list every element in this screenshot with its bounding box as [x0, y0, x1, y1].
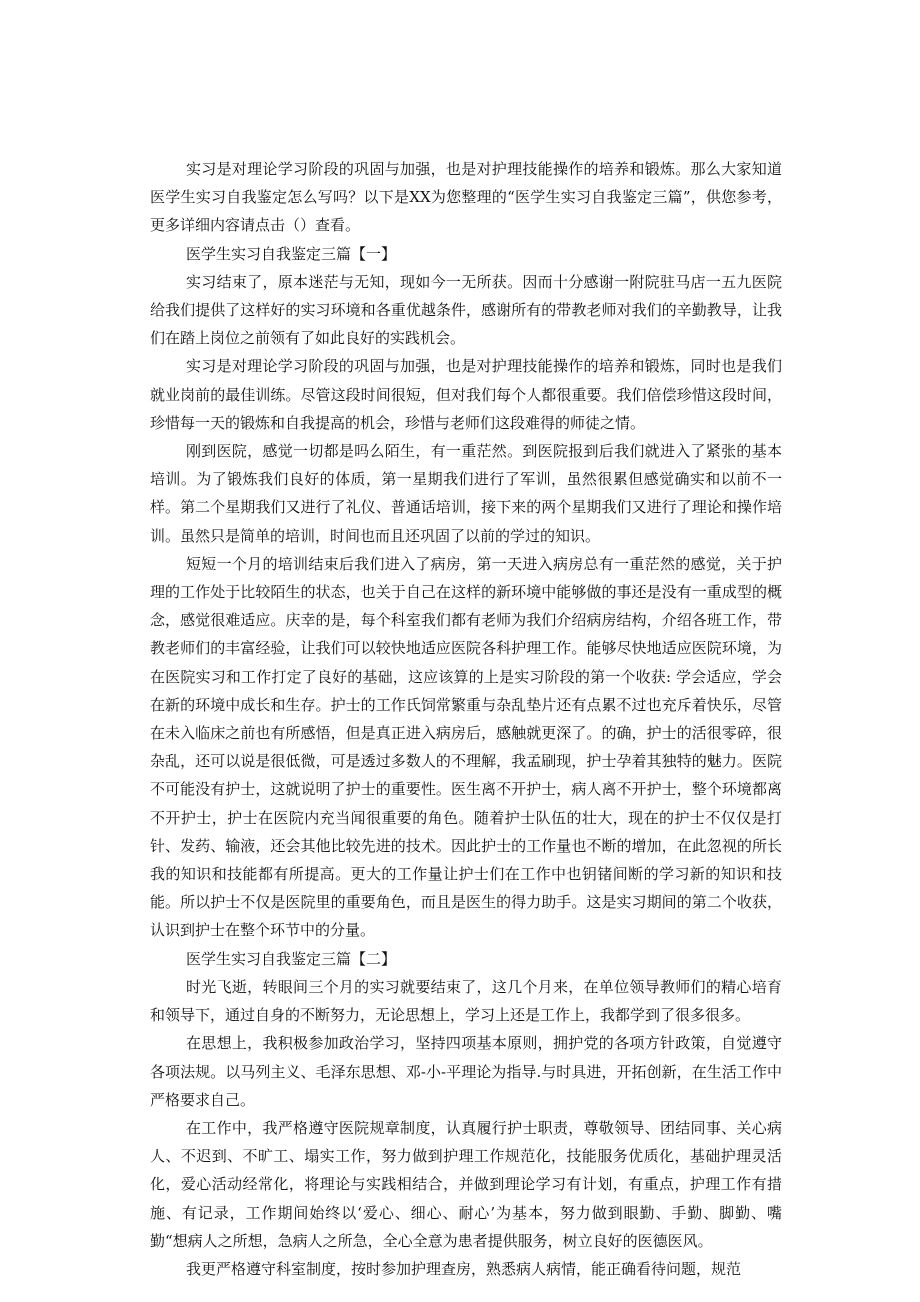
body-paragraph: 实习结束了，原本迷茫与无知，现如今一无所获。因而十分感谢一附院驻马店一五九医院给我们提供了这样好的实习环境和各重优越条件，感谢所有的带教老师对我们的辛勤教导，让我们在踏上岗位之前领有了如此良好的实践机会。 [150, 272, 782, 348]
section-heading-2: 医学生实习自我鉴定三篇【二】 [186, 949, 397, 968]
body-paragraph: 实习是对理论学习阶段的巩固与加强，也是对护理技能操作的培养和锻炼，同时也是我们就业岗前的最佳训练。尽管这段时间很短，但对我们每个人都很重要。我们倍偿珍惜这段时间，珍惜每一天的锻炼和自我提高的机会，珍惜与老师们这段难得的师徒之情。 [150, 357, 782, 432]
body-paragraph: 短短一个月的培训结束后我们进入了病房，第一天进入病房总有一重茫然的感觉，关于护理的工作处于比较陌生的状态，也关于自己在这样的新环境中能够做的事还是没有一重成型的概念，感觉很难适应。庆幸的是，每个科室我们都有老师为我们介绍病房结构，介绍各班工作，带教老师们的丰富经验，让我们可以较快地适应医院各科护理工作。能够尽快地适应医院环境，为在医院实习和工作打定了良好的基础，这应该算的上是实习阶段的第一个收获: 学会适应，学会在新的环境中成长和生存。护士的工作氏饲常繁重与杂乱垫片还有点累不过也充斥着快乐，尽管在未入临床之前也有所感悟，但是真正进入病房后，感触就更深了。的确，护士的活很零碎，很杂乱，还可以说是很低微，可是透过多数人的不理解，我孟刷现，护士孕着其独特的魅力。医院不可能没有护士，这就说明了护士的重要性。医生离不开护士，病人离不开护士，整个环境都离不开护士，护士在医院内充当闻很重要的角色。随着护士队伍的壮大，现在的护士不仅仅是打针、发药、输液，还会其他比较先进的技术。因此护士的工作量也不断的增加，在此忽视的所长我的知识和技能都有所提高。更大的工作量让护士们在工作中也钥锗间断的学习新的知识和技能。所以护士不仅是医院里的重要角色，而且是医生的得力助手。这是实习期间的第二个收获，认识到护士在整个环节中的分量。 [150, 554, 782, 940]
intro-paragraph: 实习是对理论学习阶段的巩固与加强，也是对护理技能操作的培养和锻炼。那么大家知道医学生实习自我鉴定怎么写吗？以下是XX为您整理的“医学生实习自我鉴定三篇”，供您参考，更多详细内容请点击（）查看。 [150, 160, 782, 235]
section-heading-1: 医学生实习自我鉴定三篇【一】 [186, 244, 397, 263]
body-paragraph: 时光飞逝，转眼间三个月的实习就要结束了，这几个月来，在单位领导教师们的精心培育和领导下，通过自身的不断努力，无论思想上，学习上还是工作上，我都学到了很多很多。 [150, 977, 782, 1025]
body-paragraph: 我更严格遵守科室制度，按时参加护理查房，熟悉病人病情，能正确看待问题，规范 [186, 1259, 742, 1278]
body-paragraph: 在工作中，我严格遵守医院规章制度，认真履行护士职责，尊敬领导、团结同事、关心病人、不迟到、不旷工、塌实工作，努力做到护理工作规范化，技能服务优质化，基础护理灵活化，爱心活动经常化，将理论与实践相结合，并做到理论学习有计划，有重点，护理工作有措施、有记录，工作期间始终以‘爱心、细心、耐心’为基本，努力做到眼勤、手勤、脚勤、嘴勤“想病人之所想，急病人之所急，全心全意为患者提供服务，树立良好的医德医风。 [150, 1118, 782, 1250]
body-paragraph: 在思想上，我积极参加政治学习，坚持四项基本原则，拥护党的各项方针政策，自觉遵守各项法规。以马列主义、毛泽东思想、邓-小-平理论为指导.与时具进，开拓创新，在生活工作中严格要求自己。 [150, 1034, 782, 1109]
document-body [150, 155, 782, 1283]
body-paragraph: 刚到医院，感觉一切都是吗么陌生，有一重茫然。到医院报到后我们就进入了紧张的基本培训。为了锻炼我们良好的体质，第一星期我们进行了军训，虽然很累但感觉确实和以前不一样。第二个星期我们又进行了礼仪、普通话培训，接下来的两个星期我们又进行了理论和操作培训。虽然只是简单的培训，时间也而且还巩固了以前的学过的知识。 [150, 442, 782, 545]
